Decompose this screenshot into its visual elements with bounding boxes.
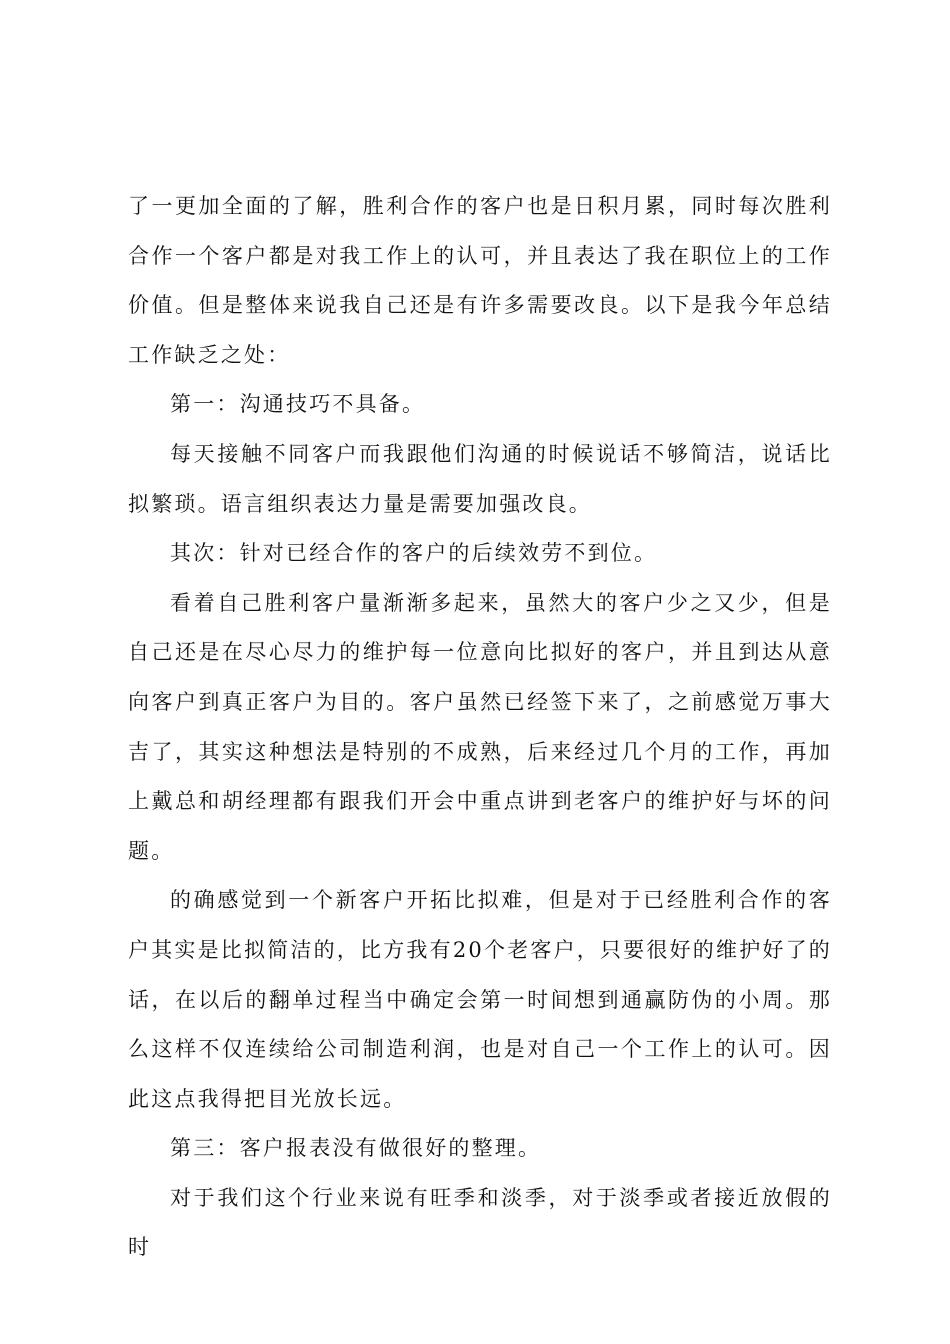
paragraph-1: 了一更加全面的了解，胜利合作的客户也是日积月累，同时每次胜利合作一个客户都是对我工作上的认可，并且表达了我在职位上的工作价值。但是整体来说我自己还是有许多需要改良。以下是我今年总结工作缺乏之处：	[128, 194, 832, 367]
document-body	[128, 182, 832, 1273]
paragraph-2: 第一：沟通技巧不具备。	[170, 392, 426, 417]
paragraph-3: 每天接触不同客户而我跟他们沟通的时候说话不够简洁，说话比拟繁琐。语言组织表达力量是需要加强改良。	[128, 441, 832, 516]
paragraph-7: 第三：客户报表没有做很好的整理。	[170, 1136, 542, 1161]
paragraph-8: 对于我们这个行业来说有旺季和淡季，对于淡季或者接近放假的时	[128, 1185, 832, 1260]
paragraph-5: 看着自己胜利客户量渐渐多起来，虽然大的客户少之又少，但是自己还是在尽心尽力的维护每一位意向比拟好的客户，并且到达从意向客户到真正客户为目的。客户虽然已经签下来了，之前感觉万事大吉了，其实这种想法是特别的不成熟，后来经过几个月的工作，再加上戴总和胡经理都有跟我们开会中重点讲到老客户的维护好与坏的问题。	[128, 590, 832, 863]
paragraph-6: 的确感觉到一个新客户开拓比拟难，但是对于已经胜利合作的客户其实是比拟简洁的，比方我有20个老客户，只要很好的维护好了的话，在以后的翻单过程当中确定会第一时间想到通赢防伪的小周。那么这样不仅连续给公司制造利润，也是对自己一个工作上的认可。因此这点我得把目光放长远。	[128, 888, 832, 1111]
paragraph-4: 其次：针对已经合作的客户的后续效劳不到位。	[170, 541, 658, 566]
